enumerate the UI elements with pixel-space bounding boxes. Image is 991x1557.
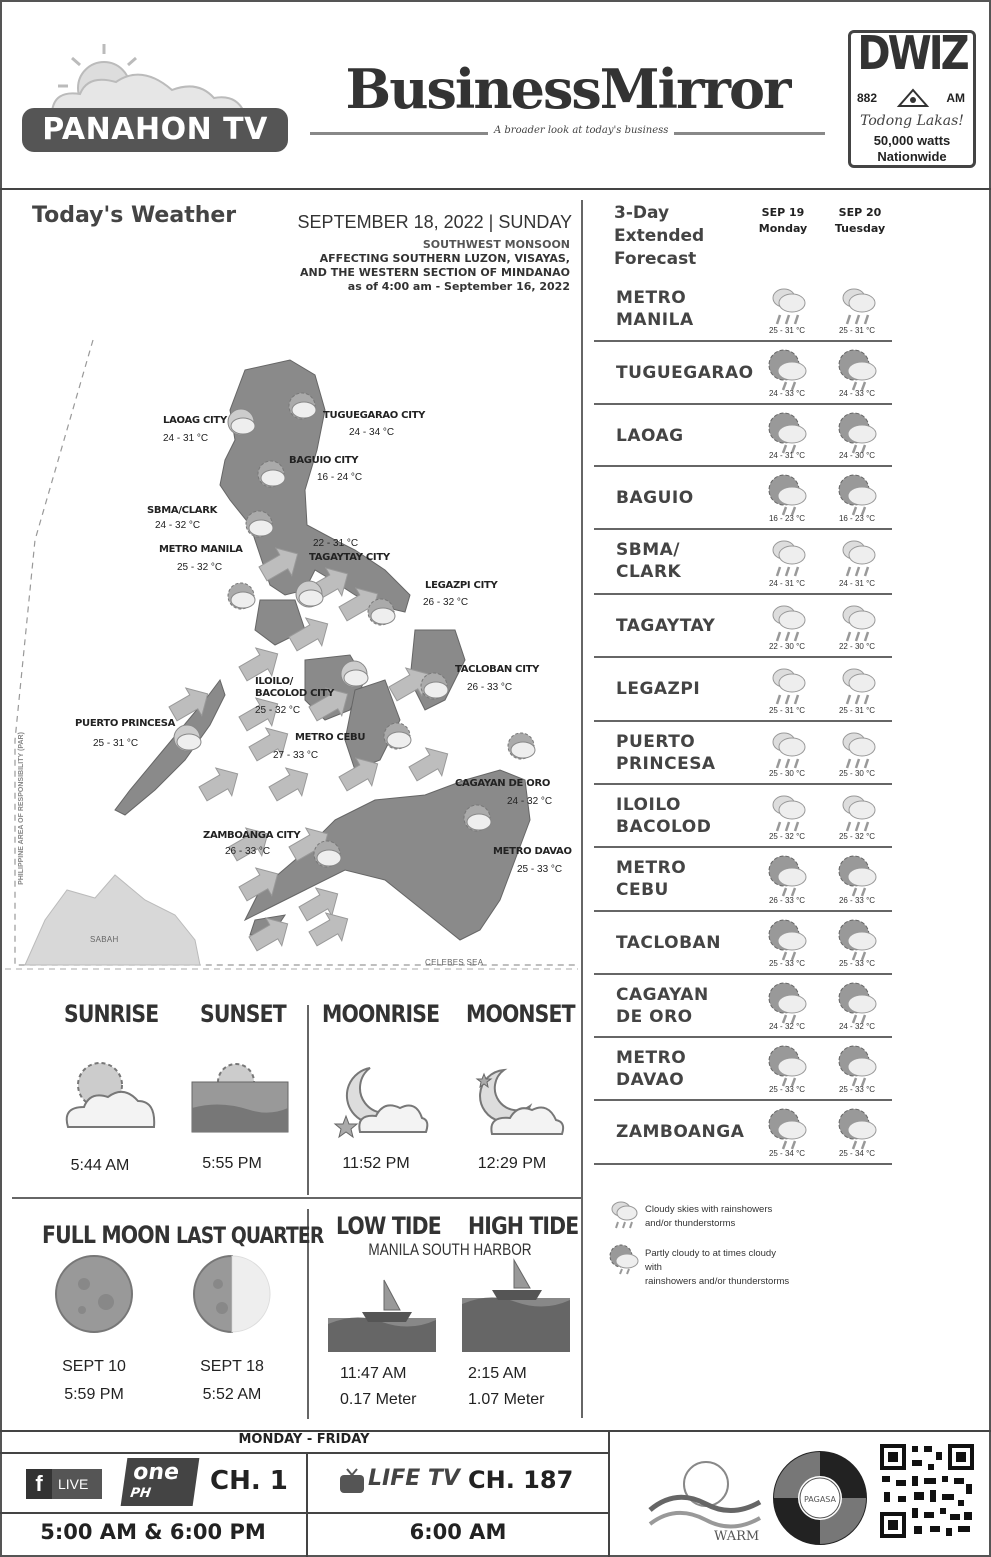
forecast-temp-day1: 26 - 33 °C: [768, 896, 806, 905]
column-divider: [581, 200, 583, 1418]
forecast-temp-day2: 25 - 31 °C: [838, 706, 876, 715]
panahon-tv-logo[interactable]: [22, 38, 290, 156]
forecast-city-line1: SBMA/: [616, 540, 680, 560]
forecast-temp-day1: 24 - 32 °C: [768, 1022, 806, 1031]
forecast-city-line2: MANILA: [616, 310, 694, 330]
forecast-title-line1: 3-Day: [614, 203, 670, 223]
map-graphic: [5, 300, 580, 970]
map-city-label: TUGUEGARAO CITY: [323, 410, 426, 421]
broadcast-time-1: 5:00 AM & 6:00 PM: [40, 1520, 266, 1544]
forecast-row: [594, 912, 892, 975]
forecast-day-name: Monday: [758, 222, 808, 235]
moonrise-icon: [330, 1060, 430, 1140]
map-city-label: PUERTO PRINCESA: [75, 718, 176, 729]
section-title: Today's Weather: [32, 203, 237, 228]
cloudy-rain-icon: [836, 664, 880, 708]
moonset-time: 12:29 PM: [477, 1155, 547, 1172]
partly-cloudy-rain-icon: [836, 981, 880, 1025]
partly-cloudy-rain-icon: [836, 348, 880, 392]
life-tv-logo[interactable]: LIFE TV: [368, 1466, 460, 1491]
cloudy-rain-icon: [766, 601, 810, 645]
pagasa-label: PAGASA: [803, 1495, 837, 1504]
forecast-city-line2: PRINCESA: [616, 754, 716, 774]
low-tide-icon: [326, 1268, 438, 1354]
cloudy-rain-icon: [836, 284, 880, 328]
forecast-city-line1: TACLOBAN: [616, 933, 721, 953]
high-tide-label: HIGH TIDE: [468, 1212, 579, 1240]
forecast-city-line1: TUGUEGARAO: [616, 363, 754, 383]
high-tide-icon: [460, 1258, 572, 1354]
forecast-city: [616, 731, 716, 775]
forecast-temp-day1: 24 - 31 °C: [768, 579, 806, 588]
cloudy-rain-icon: [836, 601, 880, 645]
forecast-temp-day2: 25 - 33 °C: [838, 959, 876, 968]
forecast-temp-day2: 26 - 33 °C: [838, 896, 876, 905]
ph-wordmark: PH: [129, 1486, 152, 1501]
full-moon-time: 5:59 PM: [64, 1386, 124, 1403]
forecast-city-line1: CAGAYAN: [616, 985, 709, 1005]
forecast-row: [594, 848, 892, 912]
full-moon-icon: [54, 1254, 134, 1334]
cloudy-rain-icon: [766, 791, 810, 835]
legend-text: [645, 1247, 795, 1289]
facebook-icon: f: [26, 1469, 52, 1499]
forecast-title-line2: Extended: [614, 226, 705, 246]
partly-cloudy-rain-icon: [836, 473, 880, 517]
warm-logo[interactable]: [636, 1448, 766, 1548]
partly-cloudy-rain-icon: [766, 918, 810, 962]
forecast-city: [616, 1121, 744, 1143]
forecast-row: [594, 975, 892, 1038]
map-city-label: METRO CEBU: [295, 732, 366, 743]
radio-tower-icon: [893, 88, 933, 108]
channel-one: CH. 1: [210, 1466, 288, 1496]
businessmirror-logo[interactable]: [310, 58, 825, 148]
map-city-temp: 24 - 34 °C: [349, 427, 395, 438]
map-bottom-border: [0, 965, 582, 977]
forecast-city: [616, 615, 715, 637]
sunrise-icon: [58, 1055, 158, 1135]
one-ph-logo[interactable]: [121, 1458, 200, 1506]
partly-cloudy-rain-icon: [766, 981, 810, 1025]
facebook-live-badge[interactable]: [26, 1469, 102, 1499]
dwiz-coverage: Nationwide: [877, 149, 947, 164]
forecast-city-line2: CLARK: [616, 562, 682, 582]
forecast-temp-day1: 25 - 32 °C: [768, 832, 806, 841]
sun-moon-divider: [307, 1005, 309, 1195]
forecast-temp-day1: 25 - 34 °C: [768, 1149, 806, 1158]
forecast-city-line1: METRO: [616, 858, 687, 878]
last-quarter-time: 5:52 AM: [202, 1386, 262, 1403]
map-city-label: METRO DAVAO: [493, 846, 572, 857]
forecast-city: [616, 425, 684, 447]
cloudy-rain-icon: [766, 728, 810, 772]
legend-line: Cloudy skies with rainshowers: [645, 1204, 773, 1215]
map-city-temp: 16 - 24 °C: [317, 472, 363, 483]
forecast-temp-day1: 25 - 30 °C: [768, 769, 806, 778]
partly-cloudy-rain-icon: [766, 473, 810, 517]
partly-cloudy-rain-icon: [608, 1243, 640, 1275]
forecast-temp-day2: 24 - 30 °C: [838, 451, 876, 460]
cloudy-rain-icon: [836, 536, 880, 580]
one-wordmark: one: [131, 1460, 181, 1485]
legend-text: [645, 1203, 785, 1231]
forecast-temp-day1: 25 - 31 °C: [768, 326, 806, 335]
map-city-temp: 25 - 33 °C: [517, 864, 563, 875]
full-moon-date: SEPT 10: [62, 1358, 126, 1375]
footer-divider: [608, 1430, 610, 1557]
forecast-city-line2: BACOLOD: [616, 817, 712, 837]
forecast-temp-day2: 24 - 33 °C: [838, 389, 876, 398]
forecast-temp-day2: 25 - 33 °C: [838, 1085, 876, 1094]
partly-cloudy-rain-icon: [836, 918, 880, 962]
map-city-label: TACLOBAN CITY: [455, 664, 540, 675]
forecast-day-date: SEP 19: [761, 206, 805, 219]
issued-time: as of 4:00 am - September 16, 2022: [347, 280, 570, 293]
map-city-temp: 26 - 32 °C: [423, 597, 469, 608]
forecast-row: [594, 467, 892, 530]
masthead: [0, 0, 991, 190]
sun-cloud-icon: [22, 38, 290, 112]
map-city-temp: 25 - 32 °C: [255, 705, 301, 716]
forecast-day-date: SEP 20: [838, 206, 882, 219]
map-city-temp: 25 - 32 °C: [177, 562, 223, 573]
moonset-icon: [470, 1062, 570, 1142]
legend-line: and/or thunderstorms: [645, 1218, 736, 1229]
forecast-title: [614, 202, 734, 271]
moonset-label: MOONSET: [466, 1000, 575, 1028]
full-moon-label: FULL MOON: [42, 1221, 171, 1249]
map-city-label: LEGAZPI CITY: [425, 580, 498, 591]
broadcast-time-2: 6:00 AM: [409, 1520, 507, 1544]
affected-areas-line2: AND THE WESTERN SECTION OF MINDANAO: [300, 266, 570, 279]
mindanao-landmass: [245, 770, 530, 940]
forecast-temp-day1: 22 - 30 °C: [768, 642, 806, 651]
map-city-label: BAGUIO CITY: [289, 455, 359, 466]
par-label: PHILIPPINE AREA OF RESPONSIBILITY (PAR): [17, 732, 25, 885]
celebes-sea-label: CELEBES SEA: [425, 958, 484, 967]
forecast-day-header: [743, 205, 823, 237]
newspaper-tagline: A broader look at today's business: [488, 125, 674, 136]
tide-location: MANILA SOUTH HARBOR: [368, 1240, 532, 1259]
map-city-temp: 24 - 31 °C: [163, 433, 209, 444]
forecast-city: [616, 487, 694, 509]
live-label: LIVE: [58, 1476, 89, 1492]
philippines-weather-map: [5, 300, 580, 970]
forecast-temp-day2: 24 - 31 °C: [838, 579, 876, 588]
map-city-label: ZAMBOANGA CITY: [203, 830, 301, 841]
luzon-landmass: [220, 360, 410, 612]
forecast-temp-day2: 16 - 23 °C: [838, 514, 876, 523]
forecast-temp-day2: 25 - 31 °C: [838, 326, 876, 335]
dwiz-band: AM: [946, 91, 965, 105]
forecast-city: [616, 794, 711, 838]
map-city-temp: 22 - 31 °C: [313, 538, 359, 549]
forecast-city-line2: CEBU: [616, 880, 669, 900]
moonrise-label: MOONRISE: [322, 1000, 440, 1028]
forecast-title-line3: Forecast: [614, 249, 697, 269]
cloudy-rain-icon: [766, 284, 810, 328]
forecast-date: SEPTEMBER 18, 2022 | SUNDAY: [297, 212, 572, 232]
partly-cloudy-rain-icon: [766, 1044, 810, 1088]
partly-cloudy-rain-icon: [766, 854, 810, 898]
newspaper-title: BusinessMirror: [345, 57, 790, 121]
forecast-temp-day2: 25 - 34 °C: [838, 1149, 876, 1158]
forecast-row: [594, 1101, 892, 1165]
forecast-row: [594, 595, 892, 658]
forecast-row: [594, 405, 892, 467]
forecast-row: [594, 278, 892, 342]
forecast-temp-day1: 24 - 31 °C: [768, 451, 806, 460]
dwiz-slogan: Todong Lakas!: [860, 113, 964, 129]
forecast-city: [616, 1047, 686, 1091]
partly-cloudy-rain-icon: [766, 411, 810, 455]
forecast-temp-day1: 25 - 33 °C: [768, 959, 806, 968]
map-city-label: SBMA/CLARK: [147, 505, 218, 516]
low-tide-level: 0.17 Meter: [340, 1391, 417, 1408]
forecast-city-line2: DAVAO: [616, 1070, 685, 1090]
forecast-row: [594, 722, 892, 785]
forecast-temp-day1: 25 - 33 °C: [768, 1085, 806, 1094]
forecast-city-line1: ZAMBOANGA: [616, 1122, 745, 1142]
forecast-temp-day2: 24 - 32 °C: [838, 1022, 876, 1031]
forecast-city-line2: DE ORO: [616, 1007, 693, 1027]
last-quarter-date: SEPT 18: [200, 1358, 264, 1375]
high-tide-time: 2:15 AM: [468, 1365, 527, 1382]
sunrise-time: 5:44 AM: [70, 1157, 130, 1174]
last-quarter-moon-icon: [192, 1254, 272, 1334]
cloudy-rain-icon: [836, 791, 880, 835]
partly-cloudy-rain-icon: [766, 348, 810, 392]
forecast-row: [594, 342, 892, 405]
forecast-day-header: [820, 205, 900, 237]
legend-line: rainshowers and/or thunderstorms: [645, 1276, 790, 1287]
footer-divider: [0, 1512, 608, 1514]
forecast-temp-day1: 25 - 31 °C: [768, 706, 806, 715]
low-tide-time: 11:47 AM: [340, 1365, 407, 1382]
dwiz-frequency: 882: [857, 91, 878, 105]
sunset-label: SUNSET: [200, 1000, 286, 1028]
broadcast-days: MONDAY - FRIDAY: [238, 1432, 370, 1447]
forecast-temp-day1: 16 - 23 °C: [768, 514, 806, 523]
partly-cloudy-rain-icon: [836, 1044, 880, 1088]
last-quarter-label: LAST QUARTER: [176, 1224, 324, 1249]
forecast-city-line1: ILOILO: [616, 795, 682, 815]
map-city-temp: 27 - 33 °C: [273, 750, 319, 761]
forecast-temp-day1: 24 - 33 °C: [768, 389, 806, 398]
dwiz-logo[interactable]: [848, 27, 976, 168]
forecast-row: [594, 530, 892, 595]
forecast-city-line1: TAGAYTAY: [616, 616, 716, 636]
map-city-label: CAGAYAN DE ORO: [455, 778, 551, 789]
map-city-label: LAOAG CITY: [163, 415, 227, 426]
forecast-city: [616, 678, 700, 700]
dwiz-wordmark: DWIZ: [857, 27, 967, 81]
map-city-label: METRO MANILA: [159, 544, 243, 555]
forecast-city-line1: LAOAG: [616, 426, 684, 446]
forecast-city: [616, 287, 694, 331]
affected-areas-line1: AFFECTING SOUTHERN LUZON, VISAYAS,: [319, 252, 570, 265]
moonrise-time: 11:52 PM: [342, 1155, 410, 1172]
footer-divider: [0, 1452, 608, 1454]
dwiz-power: 50,000 watts: [873, 133, 951, 148]
forecast-row: [594, 1038, 892, 1101]
forecast-day-name: Tuesday: [834, 222, 886, 235]
partly-cloudy-rain-icon: [766, 1107, 810, 1151]
panahon-wordmark: PANAHON TV: [22, 108, 288, 152]
map-city-label: TAGAYTAY CITY: [309, 552, 390, 563]
partly-cloudy-rain-icon: [836, 1107, 880, 1151]
sabah-label: SABAH: [90, 935, 119, 944]
forecast-city: [616, 362, 754, 384]
forecast-row: [594, 658, 892, 722]
channel-187: CH. 187: [468, 1466, 574, 1494]
pagasa-logo[interactable]: [770, 1448, 870, 1548]
high-tide-level: 1.07 Meter: [468, 1391, 545, 1408]
map-city-temp: 26 - 33 °C: [225, 846, 271, 857]
map-city-temp: 24 - 32 °C: [507, 796, 553, 807]
forecast-city: [616, 539, 681, 583]
partly-cloudy-rain-icon: [836, 854, 880, 898]
forecast-city: [616, 932, 721, 954]
map-city-temp: 25 - 31 °C: [93, 738, 139, 749]
forecast-city-line1: BAGUIO: [616, 488, 694, 508]
cloudy-rain-icon: [836, 728, 880, 772]
forecast-temp-day2: 22 - 30 °C: [838, 642, 876, 651]
forecast-city: [616, 857, 686, 901]
map-city-label: ILOILO/ BACOLOD CITY: [255, 676, 335, 699]
cloudy-rain-icon: [766, 536, 810, 580]
forecast-city-line1: PUERTO: [616, 732, 696, 752]
forecast-temp-day2: 25 - 32 °C: [838, 832, 876, 841]
forecast-temp-day2: 25 - 30 °C: [838, 769, 876, 778]
map-city-temp: 24 - 32 °C: [155, 520, 201, 531]
weather-system-note: [250, 238, 570, 294]
legend-line: Partly cloudy to at times cloudy with: [645, 1248, 776, 1273]
sabah-landmass: [25, 875, 200, 965]
partly-cloudy-rain-icon: [836, 411, 880, 455]
qr-code[interactable]: [878, 1442, 976, 1540]
forecast-row: [594, 785, 892, 848]
forecast-city-line1: METRO: [616, 288, 687, 308]
sunrise-label: SUNRISE: [64, 1000, 159, 1028]
tv-icon: [338, 1468, 366, 1496]
sunset-time: 5:55 PM: [202, 1155, 262, 1172]
warm-label: WARM: [714, 1529, 760, 1544]
forecast-city-line1: METRO: [616, 1048, 687, 1068]
map-city-temp: 26 - 33 °C: [467, 682, 513, 693]
sunset-icon: [190, 1060, 290, 1136]
forecast-city: [616, 984, 709, 1028]
cloudy-rain-icon: [608, 1198, 640, 1230]
section-divider: [12, 1197, 582, 1199]
weather-system-name: SOUTHWEST MONSOON: [422, 238, 570, 251]
low-tide-label: LOW TIDE: [336, 1212, 441, 1240]
forecast-city-line1: LEGAZPI: [616, 679, 701, 699]
cloudy-rain-icon: [766, 664, 810, 708]
